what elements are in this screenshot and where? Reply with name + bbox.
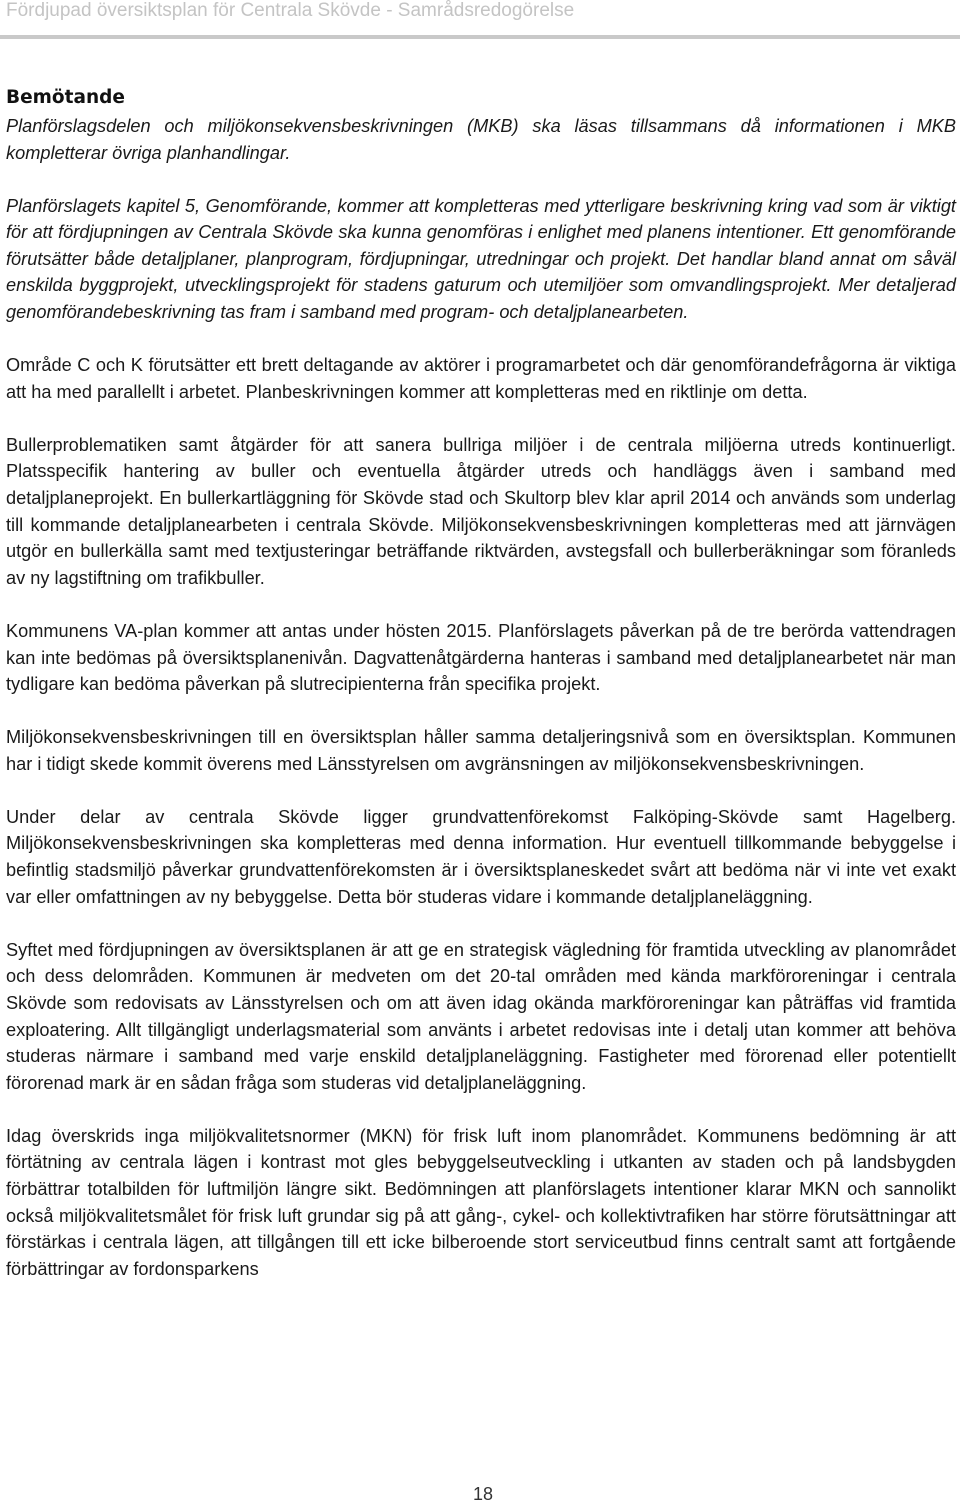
page-number	[0, 1484, 960, 1504]
paragraph-implementation: Planförslagets kapitel 5, Genomförande, kommer att kompletteras med ytterligare beskrivning kring vad som är viktigt för att fördjupningen av Centrala Skövde ska kunna genomföras i enlighet med planens intentioner. Ett genomförande förutsätter både detaljplaner, planprogram, fördjupningar, utredningar och projekt. Det handlar bland annat om såväl enskilda byggprojekt, utvecklingsprojekt för stadens gaturum och utemiljöer som omvandlingsprojekt. Mer detaljerad genomförandebeskrivning tas fram i samband med program- och detaljplanearbeten.	[6, 195, 956, 323]
main-content	[6, 84, 956, 1309]
page-header	[0, 0, 960, 34]
paragraph-air-quality: Idag överskrids inga miljökvalitetsnormer (MKN) för frisk luft inom planområdet. Kommunens bedömning är att förtätning av centrala lägen i kontrast mot gles bebyggelseutveckling i utkanten av staden och på landsbygden förbättrar totalbilden för luftmiljön längre sikt. Bedömningen att planförslagets intentioner klarar MKN och sannolikt också miljökvalitetsmålet för frisk luft grundar sig på att gång-, cykel- och kollektivtrafiken har större förutsättningar att förstärkas i centrala lägen, att tillgången till ett icke bilberoende stort serviceutbud finns centralt samt att fortgående förbättringar av fordonsparkens	[6, 1125, 956, 1279]
paragraph-contaminated-land: Syftet med fördjupningen av översiktsplanen är att ge en strategisk vägledning för framtida utveckling av planområdet och dess delområden. Kommunen är medveten om det 20-tal områden med kända markföroreningar i centrala Skövde som redovisats av Länsstyrelsen och om att även idag okända markföroreningar kan påträffas vid framtida exploatering. Allt tillgängligt underlagsmaterial som använts i arbetet redovisas inte i detalj utan kommer att behöva studeras närmare i samband med varje enskild detaljplaneläggning. Fastigheter med förorenad eller potentiellt förorenad mark är en sådan fråga som studeras vid detaljplaneläggning.	[6, 939, 956, 1093]
document-title: Fördjupad översiktsplan för Centrala Skövde - Samrådsredogörelse	[6, 0, 575, 21]
paragraph-groundwater: Under delar av centrala Skövde ligger grundvattenförekomst Falköping-Skövde samt Hagelberg. Miljökonsekvensbeskrivningen ska kompletteras med denna information. Hur eventuell tillkommande bebyggelse i befintlig stadsmiljö påverkar grundvattenförekomsten är i översiktsplaneskedet svårt att bedöma när vi inte vet exakt var eller omfattningen av ny bebyggelse. Detta bör studeras vidare i kommande detaljplaneläggning.	[6, 806, 956, 907]
paragraph-area-c-k: Område C och K förutsätter ett brett deltagande av aktörer i programarbetet och där genomförandefrågorna är viktiga att ha med parallellt i arbetet. Planbeskrivningen kommer att kompletteras med en riktlinje om detta.	[6, 355, 956, 402]
paragraph-mkb-reading: Planförslagsdelen och miljökonsekvensbeskrivningen (MKB) ska läsas tillsammans då informationen i MKB kompletterar övriga planhandlingar.	[6, 116, 956, 163]
header-divider	[0, 35, 960, 39]
paragraph-noise: Bullerproblematiken samt åtgärder för att sanera bullriga miljöer i de centrala miljöerna utreds kontinuerligt. Platsspecifik hantering av buller och eventuella åtgärder utreds och handläggs även i samband med detaljplaneprojekt. En bullerkartläggning för Skövde stad och Skultorp blev klar april 2014 och används som underlag till kommande detaljplanearbeten i centrala Skövde. Miljökonsekvensbeskrivningen kompletteras med att järnvägen utgör en bullerkälla samt med textjusteringar beträffande riktvärden, avstegsfall och bullerberäkningar som föranleds av ny lagstiftning om trafikbuller.	[6, 434, 956, 588]
page-number-label: 18	[472, 1484, 494, 1504]
paragraph-mkb-level: Miljökonsekvensbeskrivningen till en översiktsplan håller samma detaljeringsnivå som en översiktsplan. Kommunen har i tidigt skede kommit överens med Länsstyrelsen om avgränsningen av miljökonsekvensbeskrivningen.	[6, 727, 956, 774]
section-heading: Bemötande	[6, 87, 125, 108]
paragraph-va-plan: Kommunens VA-plan kommer att antas under hösten 2015. Planförslagets påverkan på de tre berörda vattendragen kan inte bedömas på översiktsplanenivån. Dagvattenåtgärderna hanteras i samband med detaljplanearbetet när man tydligare kan bedöma påverkan på slutrecipienterna från specifika projekt.	[6, 620, 956, 695]
